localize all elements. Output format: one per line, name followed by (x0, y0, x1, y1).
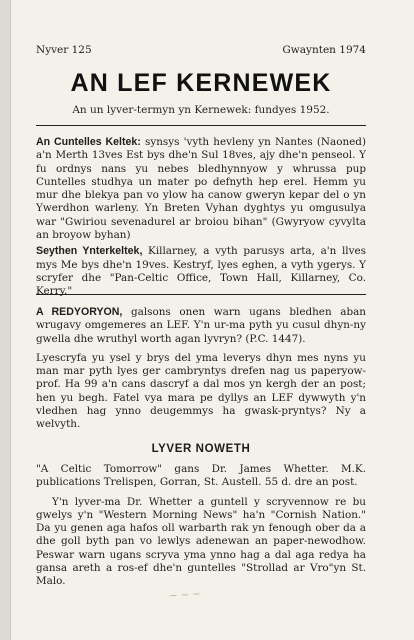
paragraph-body: synsys 'vyth hevleny yn Nantes (Naoned) a'n Merth 13ves Est bys dhe'n Sul 18ves, ajy dhe'n penseol. Y fu ordnys nans yu nebes bledhynnyow y whrussa pup Cuntelles studhya un mater po defnyth hep erel. Hemm yu mur dhe blekya pan vo ylow ha canow gweryn kepar del o yn Ywerdhon warleny. Yn Breten Vyhan dyghtys yu omgusulya war "Gwiriou sevenadurel ar broiou bihan" (Gwyryow cyvylta an broyow byhan) (36, 136, 366, 242)
paragraph-redyoryon (36, 306, 366, 346)
section-heading: LYVER NOWETH (151, 442, 251, 455)
paragraph-book-citation: "A Celtic Tomorrow" gans Dr. James Whetter. M.K. publications Trelispen, Gorran, St. Austell. 55 d. dre an post. (36, 462, 366, 489)
publication-title: AN LEF KERNEWEK (70, 69, 332, 97)
faint-handwriting: ~ ~ ~ (168, 588, 202, 602)
header-rule (36, 125, 366, 126)
paragraph-head: An Cuntelles Keltek: (36, 136, 141, 148)
paragraph-book-review: Y'n lyver-ma Dr. Whetter a guntell y scryvennow re bu gwelys y'n "Western Morning News" ha'n "Cornish Nation." Da yu genen aga hafos oll warbarth rak yn fenough ober da a dhe goll byth pan vo lewlys adenewan an paper-newodhow. Peswar warn ugans scryva yma ynno hag a dal aga redya ha gansa areth a ros-ef dhe'n guntelles "Strollad ar Vro"yn St. Malo. (36, 495, 366, 588)
paragraph-head: Seythen Ynterkeltek, (36, 245, 143, 258)
paragraph-cuntelles (36, 136, 366, 242)
issue-number: Nyver 125 (36, 44, 92, 56)
issue-date: Gwaynten 1974 (282, 44, 366, 56)
paragraph-head: A REDYORYON, (36, 306, 123, 318)
paragraph-lyescryfa: Lyescryfa yu ysel y brys del yma leverys dhyn mes nyns yu man mar pyth lyes ger cambryntys drefen nag us paperyow-prof. Ha 99 a'n cans dascryf a dal mos yn kergh der an post; hen yu begh. Fatel vya mara pe dyllys an LEF dywwyth y'n vledhen hag ynno deugemmys ha gwask-pryntys? Ny a welvyth. (36, 351, 366, 431)
issue-header (36, 44, 366, 58)
paragraph-body: Killarney, a vyth parusys arta, a'n llves mys Me bys dhe'n 19ves. Kestryf, lyes eghen, a vyth ygerys. Y scryfer dhe "Pan-Celtic Office, Town Hall, Killarney, Co. Kerry." (36, 245, 366, 298)
section-rule (36, 294, 366, 295)
section-readers (36, 306, 366, 589)
paragraph-body: galsons onen warn ugans bledhen aban wrugavy omgemeres an LEF. Y'n ur-ma pyth yu cusul dhyn-ny gwella dhe wruthyl worth agan lyvryn? (P.C. 1447). (36, 306, 367, 345)
section-celtic-events (36, 136, 366, 299)
paragraph-seythen (36, 245, 366, 298)
publication-subtitle: An un lyver-termyn yn Kernewek: fundyes 1952. (72, 104, 330, 116)
